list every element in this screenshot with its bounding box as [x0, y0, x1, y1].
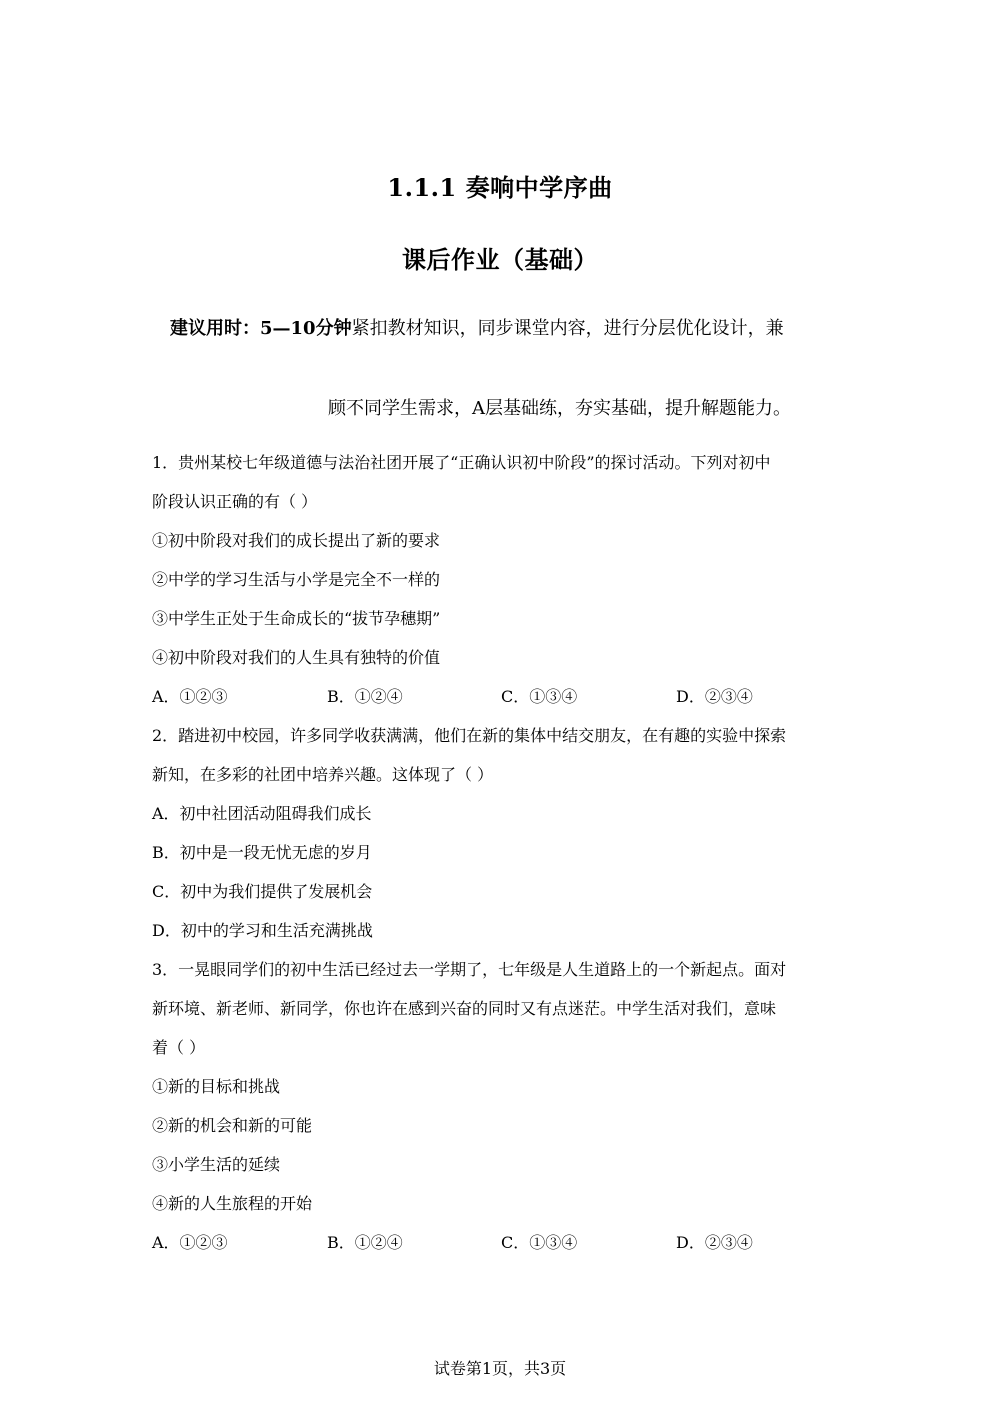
question-3-statement-1: ①新的目标和挑战 — [152, 1077, 281, 1096]
question-1-stem-line-1: 1．贵州某校七年级道德与法治社团开展了“正确认识初中阶段”的探讨活动。下列对初中 — [152, 453, 771, 472]
question-3-statement-3: ③小学生活的延续 — [152, 1155, 281, 1174]
question-2-stem-line-2: 新知，在多彩的社团中培养兴趣。这体现了（ ） — [152, 765, 494, 784]
question-3-option-a[interactable]: A．①②③ — [152, 1233, 228, 1252]
question-3-statement-2: ②新的机会和新的可能 — [152, 1116, 313, 1135]
question-3-option-c[interactable]: C．①③④ — [501, 1233, 578, 1252]
question-2-option-b[interactable]: B．初中是一段无忧无虑的岁月 — [152, 843, 372, 862]
question-3-option-b[interactable]: B．①②④ — [327, 1233, 403, 1252]
question-1-stem-line-2: 阶段认识正确的有（ ） — [152, 492, 318, 511]
question-1-statement-3: ③中学生正处于生命成长的“拔节孕穗期” — [152, 609, 441, 628]
question-1-option-c[interactable]: C．①③④ — [501, 687, 578, 706]
question-3-stem-line-3: 着（ ） — [152, 1038, 206, 1057]
question-1-statement-2: ②中学的学习生活与小学是完全不一样的 — [152, 570, 441, 589]
question-2-option-a[interactable]: A．初中社团活动阻碍我们成长 — [152, 804, 372, 823]
page-title: 1.1.1 奏响中学序曲 — [387, 173, 613, 202]
question-1-statement-1: ①初中阶段对我们的成长提出了新的要求 — [152, 531, 441, 550]
question-1-option-a[interactable]: A．①②③ — [152, 687, 228, 706]
page-subtitle: 课后作业（基础） — [402, 245, 598, 274]
question-3-stem-line-2: 新环境、新老师、新同学，你也许在感到兴奋的同时又有点迷茫。中学生活对我们，意味 — [152, 999, 777, 1018]
question-2-option-c[interactable]: C．初中为我们提供了发展机会 — [152, 882, 373, 901]
intro-line-1 — [170, 314, 784, 340]
question-2-option-d[interactable]: D．初中的学习和生活充满挑战 — [152, 921, 373, 940]
question-2-stem-line-1: 2．踏进初中校园，许多同学收获满满，他们在新的集体中结交朋友，在有趣的实验中探索 — [152, 726, 787, 745]
intro-line-2: 顾不同学生需求，A层基础练，夯实基础，提升解题能力。 — [328, 398, 791, 419]
page-footer: 试卷第1页，共3页 — [433, 1359, 567, 1378]
intro-text-1: 紧扣教材知识，同步课堂内容，进行分层优化设计，兼 — [351, 318, 784, 339]
question-3-stem-line-1: 3．一晃眼同学们的初中生活已经过去一学期了，七年级是人生道路上的一个新起点。面对 — [152, 960, 787, 979]
question-1-option-d[interactable]: D．②③④ — [676, 687, 753, 706]
question-3-option-d[interactable]: D．②③④ — [676, 1233, 753, 1252]
question-1-statement-4: ④初中阶段对我们的人生具有独特的价值 — [152, 648, 441, 667]
question-3-statement-4: ④新的人生旅程的开始 — [152, 1194, 313, 1213]
question-1-option-b[interactable]: B．①②④ — [327, 687, 403, 706]
suggested-time-label: 建议用时：5—10分钟 — [170, 318, 352, 339]
